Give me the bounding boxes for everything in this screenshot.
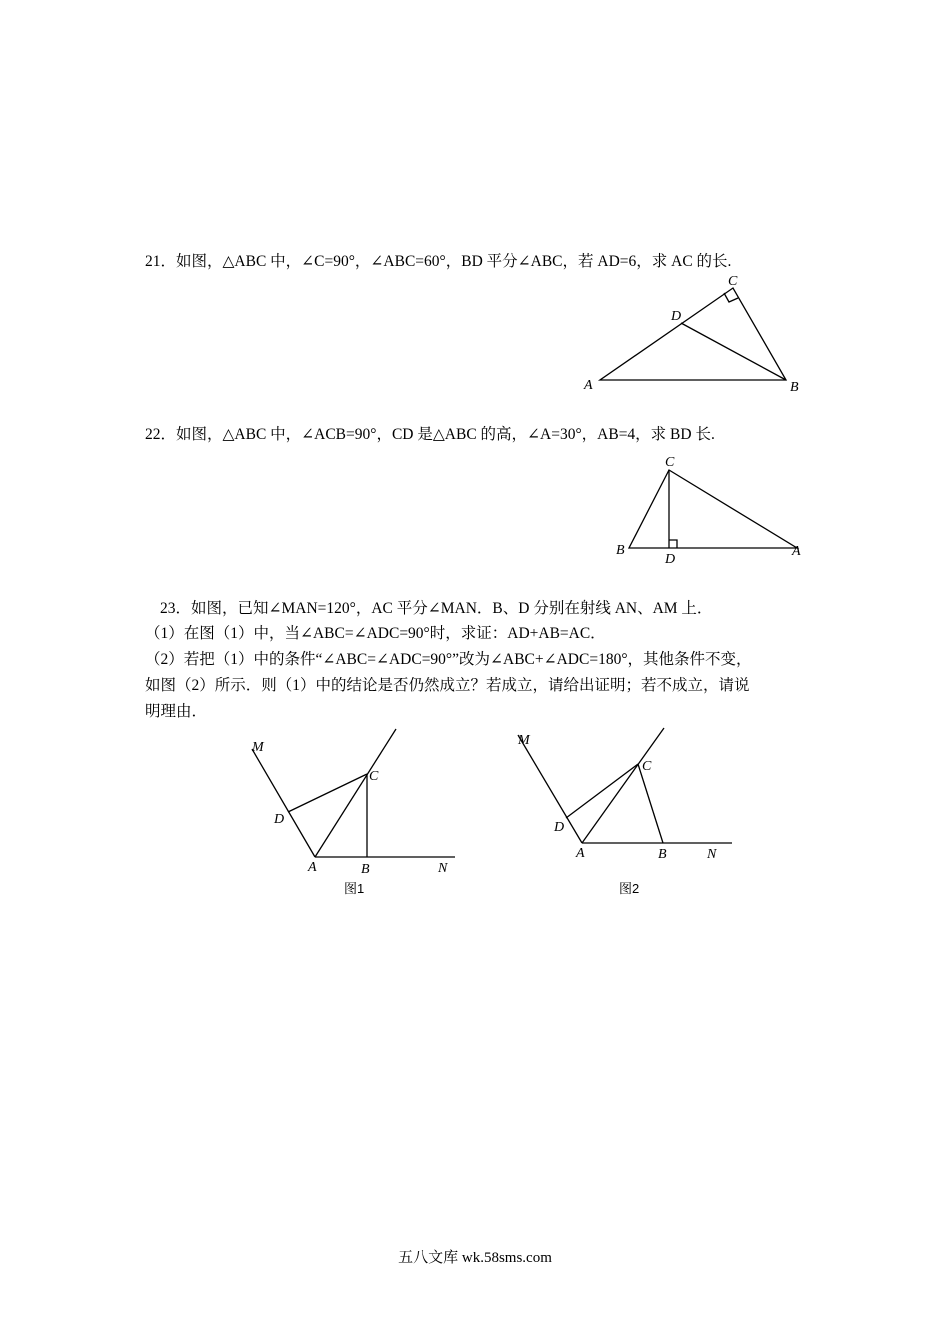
fig2-segment-dc [566,764,638,818]
fig2-label-d: D [554,820,565,835]
q21-label-a: A [584,378,593,393]
q21-right-angle-mark [724,293,738,302]
q23-part2-line1: （2）若把（1）中的条件“∠ABC=∠ADC=90°”改为∠ABC+∠ADC=180°，其他条件不变， [145,651,752,668]
q23-figure-2 [510,720,750,880]
q22-figure [612,450,812,570]
q23-part2-line3: 明理由． [145,703,208,720]
footer-watermark-text: 五八文库 wk.58sms.com [398,1250,552,1266]
fig2-label-c: C [642,759,652,774]
fig2-label-m: M [518,733,530,748]
fig1-label-a: A [308,860,317,875]
fig2-label-a: A [576,846,585,861]
q22-triangle-abc [629,470,797,548]
q23-part2-line2: 如图（2）所示．则（1）中的结论是否仍然成立？若成立，请给出证明；若不成立，请说 [145,677,750,694]
fig2-bisector-ac [582,728,664,843]
q22-text: 22．如图，△ABC 中，∠ACB=90°，CD 是△ABC 的高，∠A=30°，AB=4，求 BD 长. [145,426,715,443]
q21-text: 21．如图，△ABC 中，∠C=90°，∠ABC=60°，BD 平分∠ABC，若 AD=6，求 AC 的长. [145,253,732,270]
fig2-ray-am [518,735,582,843]
q21-label-c: C [728,274,738,289]
q23-figure-1 [240,720,470,880]
q22-label-c: C [665,455,675,470]
q23-part1: （1）在图（1）中，当∠ABC=∠ADC=90°时，求证：AD+AB=AC． [145,625,606,642]
q21-triangle-abc [600,288,786,380]
q21-label-d: D [671,309,682,324]
fig1-label-c: C [369,769,379,784]
fig1-label-m: M [252,740,264,755]
fig2-caption: 图2 [619,881,640,896]
fig1-label-d: D [274,812,285,827]
fig1-label-b: B [361,862,370,877]
q22-label-d: D [665,552,676,567]
fig1-label-n: N [438,861,448,876]
q22-label-b: B [616,543,625,558]
fig2-segment-cb [638,764,663,843]
q22-right-angle-mark [669,540,677,548]
q22-label-a: A [792,544,801,559]
fig1-caption: 图1 [344,881,365,896]
q21-label-b: B [790,380,799,395]
q23-intro: 23．如图，已知∠MAN=120°，AC 平分∠MAN．B、D 分别在射线 AN、AM 上． [160,600,713,617]
fig2-label-b: B [658,847,667,862]
q21-figure [578,270,808,398]
fig2-label-n: N [707,847,717,862]
